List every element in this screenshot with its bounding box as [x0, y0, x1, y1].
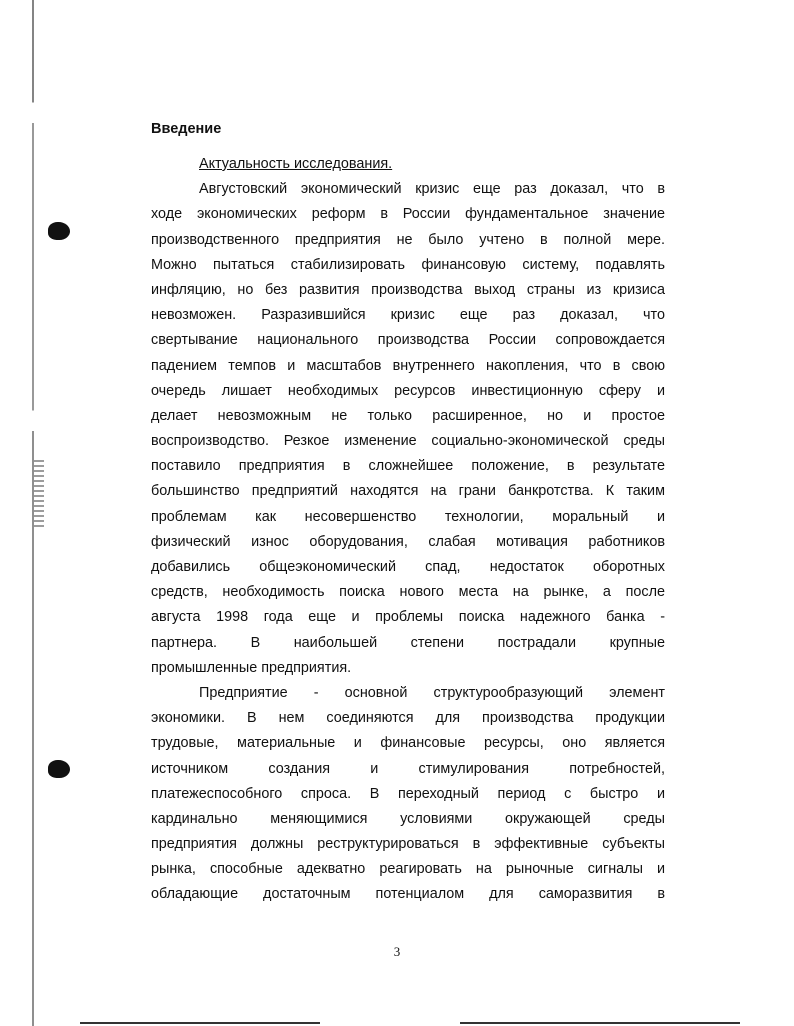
punch-hole-mark: [48, 222, 70, 240]
punch-hole-mark: [48, 760, 70, 778]
text-line: предприятия должны реструктурироваться в эффективные субъекты: [151, 836, 665, 853]
text-line: платежеспособного спроса. В переходный период с быстро и: [151, 785, 665, 802]
text-line: делает невозможным не только расширенное, но и простое: [151, 407, 665, 424]
text-line: физический износ оборудования, слабая мотивация работников: [151, 533, 665, 550]
scan-bottom-line: [80, 1022, 320, 1024]
text-line: добавились общеэкономический спад, недостаток оборотных: [151, 559, 665, 575]
text-line: Августовский экономический кризис еще раз доказал, что в: [199, 181, 665, 198]
text-line: поставило предприятия в сложнейшее положение, в результате: [151, 458, 665, 475]
scan-bottom-line: [460, 1022, 740, 1024]
text-line: промышленные предприятия.: [151, 659, 352, 676]
text-line: экономики. В нем соединяются для производства продукции: [151, 710, 665, 727]
text-line: невозможен. Разразившийся кризис еще раз доказал, что: [151, 307, 665, 324]
text-line: инфляцию, но без развития производства выход страны из кризиса: [151, 281, 665, 298]
page-number: 3: [393, 944, 401, 959]
text-line: партнера. В наибольшей степени пострадали крупные: [151, 634, 665, 651]
text-line: воспроизводство. Резкое изменение социально-экономической среды: [151, 433, 665, 450]
body-text: [151, 152, 665, 908]
subheading: Актуальность исследования.: [199, 156, 393, 172]
text-line: очередь лишает необходимых ресурсов инвестиционную сферу и: [151, 382, 665, 399]
section-heading: Введение: [151, 121, 222, 137]
text-line: августа 1998 года еще и проблемы поиска надежного банка -: [151, 609, 665, 626]
text-line: проблемам как несовершенство технологии, моральный и: [151, 508, 665, 525]
scan-noise: [34, 460, 44, 530]
text-line: падением темпов и масштабов внутреннего накопления, что в свою: [151, 357, 665, 374]
text-line: ходе экономических реформ в России фундаментальное значение: [151, 206, 665, 223]
text-line: большинство предприятий находятся на грани банкротства. К таким: [151, 483, 665, 500]
text-line: средств, необходимость поиска нового места на рынке, а после: [151, 584, 665, 601]
text-line: кардинально меняющимися условиями окружающей среды: [151, 810, 665, 827]
text-line: рынка, способные адекватно реагировать на рыночные сигналы и: [151, 861, 665, 878]
text-line: Предприятие - основной структурообразующий элемент: [199, 684, 665, 701]
text-line: трудовые, материальные и финансовые ресурсы, оно является: [151, 735, 665, 752]
text-line: свертывание национального производства России сопровождается: [151, 332, 665, 349]
text-line: производственного предприятия не было учтено в полной мере.: [151, 231, 665, 248]
text-line: обладающие достаточным потенциалом для саморазвития в: [151, 886, 665, 903]
text-line: Можно пытаться стабилизировать финансовую систему, подавлять: [151, 256, 665, 273]
text-line: источником создания и стимулирования потребностей,: [151, 760, 665, 777]
